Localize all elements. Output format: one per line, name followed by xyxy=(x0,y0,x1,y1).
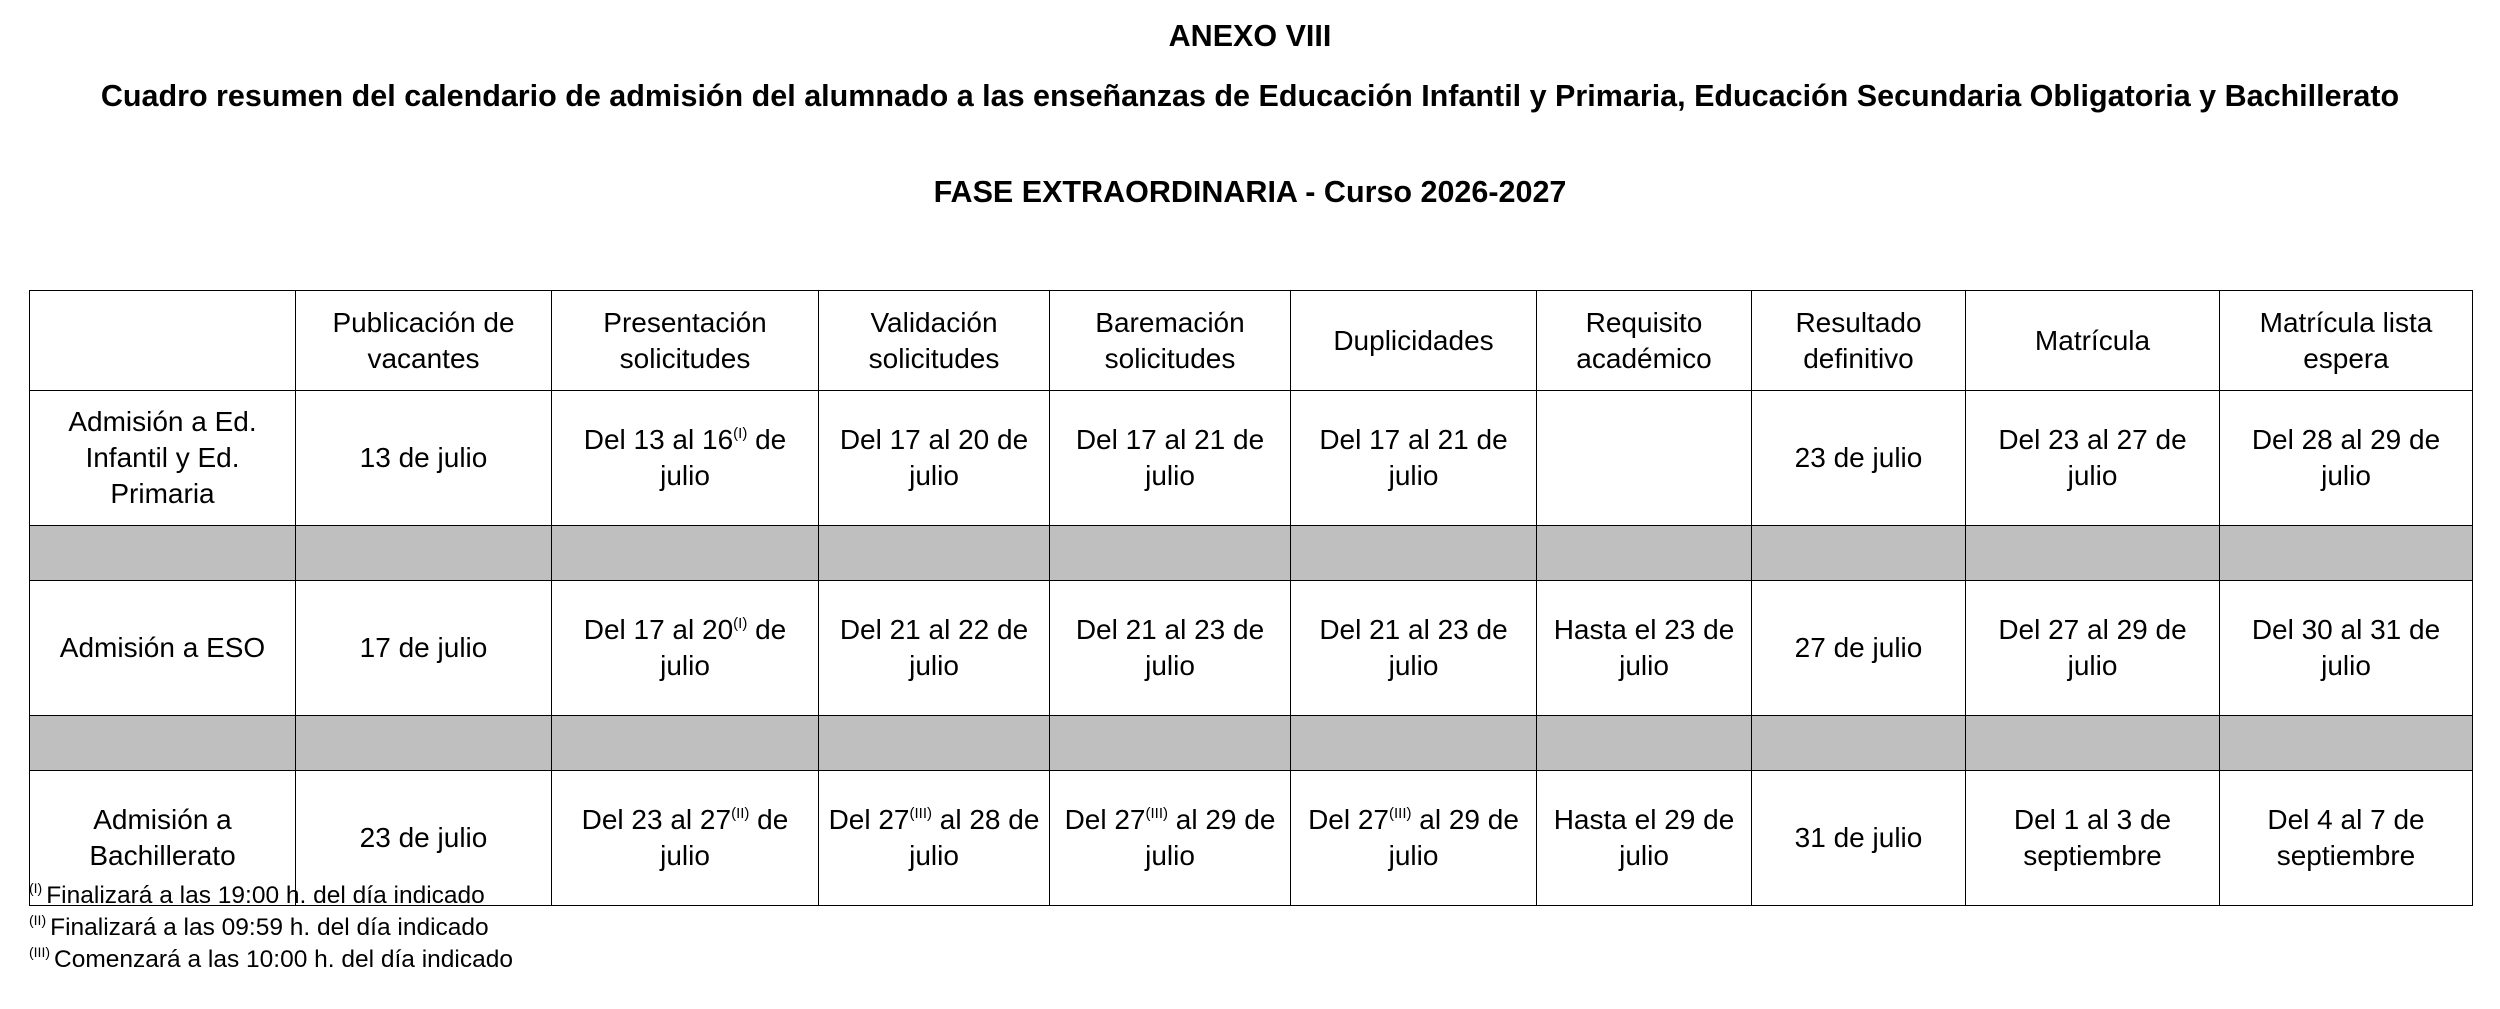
footnote-mark: (III) xyxy=(909,805,932,822)
cell-lista-espera: Del 28 al 29 de julio xyxy=(2220,391,2473,526)
document-title: Cuadro resumen del calendario de admisión del alumnado a las enseñanzas de Educación Infantil y Primaria, Educación Secundaria Obligatoria y Bachillerato xyxy=(100,79,2400,113)
cell-baremacion: Del 27$^{(III)}$ al 29 de julio xyxy=(1050,771,1291,906)
footnotes xyxy=(29,880,513,976)
cell-validacion: Del 17 al 20 de julio xyxy=(819,391,1050,526)
cell-matricula: Del 23 al 27 de julio xyxy=(1966,391,2220,526)
footnote: $^{(I)}$ Finalizará a las 19:00 h. del día indicado xyxy=(29,880,485,909)
footnote-mark: (III) xyxy=(1389,805,1412,822)
cell-duplicidades: Del 21 al 23 de julio xyxy=(1291,581,1537,716)
cell-baremacion: Del 17 al 21 de julio xyxy=(1050,391,1291,526)
column-header-empty xyxy=(30,291,296,391)
cell-requisito: Hasta el 23 de julio xyxy=(1537,581,1752,716)
cell-requisito xyxy=(1537,391,1752,526)
footnote: $^{(II)}$ Finalizará a las 09:59 h. del día indicado xyxy=(29,912,489,941)
footnote-mark: (II) xyxy=(731,805,750,822)
cell-vacantes: 13 de julio xyxy=(296,391,552,526)
cell-matricula: Del 1 al 3 de septiembre xyxy=(1966,771,2220,906)
row-label: Admisión a Ed. Infantil y Ed. Primaria xyxy=(30,391,296,526)
column-header-matricula: Matrícula xyxy=(1966,291,2220,391)
column-header-duplicidades: Duplicidades xyxy=(1291,291,1537,391)
row-label: Admisión a Bachillerato xyxy=(30,771,296,906)
column-header-vacantes: Publicación de vacantes xyxy=(296,291,552,391)
annex-title: ANEXO VIII xyxy=(1168,19,1332,53)
footnote-marker: (III) xyxy=(29,944,50,960)
column-header-baremacion: Baremación solicitudes xyxy=(1050,291,1291,391)
column-header-lista-espera: Matrícula lista espera xyxy=(2220,291,2473,391)
column-header-presentacion: Presentación solicitudes xyxy=(552,291,819,391)
column-header-validacion: Validación solicitudes xyxy=(819,291,1050,391)
cell-lista-espera: Del 30 al 31 de julio xyxy=(2220,581,2473,716)
separator-row xyxy=(30,526,2473,581)
cell-lista-espera: Del 4 al 7 de septiembre xyxy=(2220,771,2473,906)
cell-vacantes: 23 de julio xyxy=(296,771,552,906)
cell-presentacion: Del 17 al 20$^{(I)}$ de julio xyxy=(552,581,819,716)
footnote: $^{(III)}$ Comenzará a las 10:00 h. del día indicado xyxy=(29,944,513,973)
column-header-requisito: Requisito académico xyxy=(1537,291,1752,391)
column-header-resultado: Resultado definitivo xyxy=(1752,291,1966,391)
phase-title: FASE EXTRAORDINARIA - Curso 2026-2027 xyxy=(933,175,1567,209)
cell-vacantes: 17 de julio xyxy=(296,581,552,716)
row-label: Admisión a ESO xyxy=(30,581,296,716)
cell-duplicidades: Del 17 al 21 de julio xyxy=(1291,391,1537,526)
cell-validacion: Del 21 al 22 de julio xyxy=(819,581,1050,716)
separator-row xyxy=(30,716,2473,771)
cell-resultado: 27 de julio xyxy=(1752,581,1966,716)
cell-duplicidades: Del 27$^{(III)}$ al 29 de julio xyxy=(1291,771,1537,906)
table-header-row xyxy=(30,291,2473,391)
cell-resultado: 31 de julio xyxy=(1752,771,1966,906)
cell-presentacion: Del 23 al 27$^{(II)}$ de julio xyxy=(552,771,819,906)
footnote-mark: (I) xyxy=(733,615,748,632)
cell-requisito: Hasta el 29 de julio xyxy=(1537,771,1752,906)
footnote-mark: (I) xyxy=(733,425,748,442)
cell-validacion: Del 27$^{(III)}$ al 28 de julio xyxy=(819,771,1050,906)
cell-baremacion: Del 21 al 23 de julio xyxy=(1050,581,1291,716)
footnote-marker: (II) xyxy=(29,912,47,928)
admission-calendar-table xyxy=(29,290,2473,906)
footnote-mark: (III) xyxy=(1145,805,1168,822)
cell-presentacion: Del 13 al 16$^{(I)}$ de julio xyxy=(552,391,819,526)
table-row xyxy=(30,581,2473,716)
table-row xyxy=(30,391,2473,526)
cell-resultado: 23 de julio xyxy=(1752,391,1966,526)
footnote-marker: (I) xyxy=(29,880,43,896)
cell-matricula: Del 27 al 29 de julio xyxy=(1966,581,2220,716)
